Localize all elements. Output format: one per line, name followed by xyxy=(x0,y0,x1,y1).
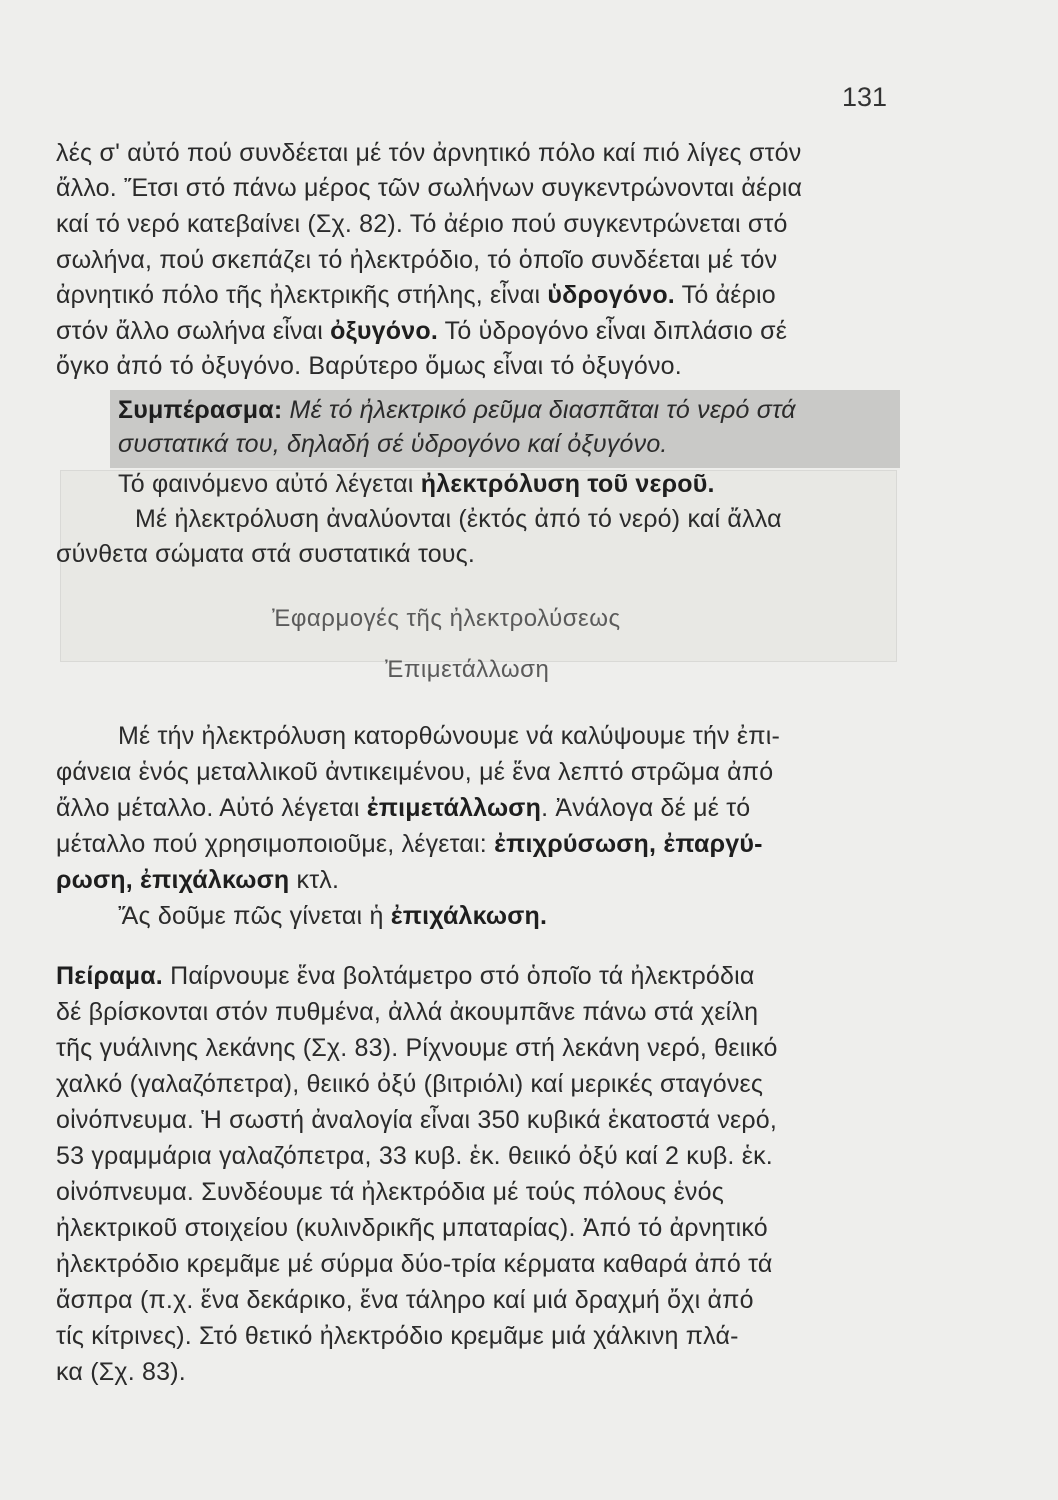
text-line: κα (Σχ. 83). xyxy=(56,1358,186,1386)
conclusion-text: Μέ τό ἠλεκτρικό ρεῦμα διασπᾶται τό νερό στά xyxy=(282,396,796,424)
text-span: κτλ. xyxy=(289,866,340,894)
text-span: ἄλλο μέταλλο. Αὐτό λέγεται xyxy=(56,794,367,822)
text-span: Παίρνουμε ἕνα βολτάμετρο στό ὁποῖο τά ἠλεκτρόδια xyxy=(162,962,755,990)
conclusion-line xyxy=(118,394,796,426)
text-line xyxy=(56,864,339,896)
term-copper-plating: ἐπιχάλκωση. xyxy=(390,902,548,930)
text-span: Τό ὑδρογόνο εἶναι διπλάσιο σέ xyxy=(437,317,788,345)
term-gilding: ἐπιχρύσωση, ἐπαργύ- xyxy=(494,830,763,858)
text-span: στόν ἄλλο σωλήνα εἶναι xyxy=(56,317,331,345)
text-line xyxy=(56,279,776,311)
experiment-label: Πείραμα. xyxy=(56,962,163,990)
text-span: . Ἀνάλογα δέ μέ τό xyxy=(541,794,751,822)
text-line: ἠλεκτρικοῦ στοιχείου (κυλινδρικῆς μπαταρίας). Ἀπό τό ἀρνητικό xyxy=(56,1214,768,1242)
text-line: σωλήνα, πού σκεπάζει τό ἠλεκτρόδιο, τό ὁποῖο συνδέεται μέ τόν xyxy=(56,246,778,274)
term-oxygen: ὀξυγόνο. xyxy=(330,317,438,345)
text-line: καί τό νερό κατεβαίνει (Σχ. 82). Τό ἀέριο πού συγκεντρώνεται στό xyxy=(56,210,788,238)
page-number: 131 xyxy=(842,82,888,112)
text-line: οἰνόπνευμα. Συνδέουμε τά ἠλεκτρόδια μέ τούς πόλους ἑνός xyxy=(56,1178,724,1206)
term-plating: ἐπιμετάλλωση xyxy=(366,794,542,822)
subsection-heading: Ἐπιμετάλλωση xyxy=(385,656,550,683)
term-hydrogen: ὑδρογόνο. xyxy=(547,281,675,309)
text-line: σύνθετα σώματα στά συστατικά τους. xyxy=(56,540,476,568)
text-line: δέ βρίσκονται στόν πυθμένα, ἀλλά ἀκουμπᾶνε πάνω στά χείλη xyxy=(56,998,759,1026)
text-line: τίς κίτρινες). Στό θετικό ἠλεκτρόδιο κρεμᾶμε μιά χάλκινη πλά- xyxy=(56,1322,739,1350)
text-span: ἀρνητικό πόλο τῆς ἠλεκτρικῆς στήλης, εἶναι xyxy=(56,281,548,309)
text-line: οἰνόπνευμα. Ἡ σωστή ἀναλογία εἶναι 350 κυβικά ἑκατοστά νερό, xyxy=(56,1106,778,1134)
text-span: μέταλλο πού χρησιμοποιοῦμε, λέγεται: xyxy=(56,830,495,858)
term-copper-plating: ρωση, ἐπιχάλκωση xyxy=(56,866,290,894)
text-line: Μέ ἠλεκτρόλυση ἀναλύονται (ἐκτός ἀπό τό νερό) καί ἄλλα xyxy=(135,505,782,533)
text-line: χαλκό (γαλαζόπετρα), θειικό ὀξύ (βιτριόλι) καί μερικές σταγόνες xyxy=(56,1070,764,1098)
text-line: φάνεια ἑνός μεταλλικοῦ ἀντικειμένου, μέ ἕνα λεπτό στρῶμα ἀπό xyxy=(56,758,774,786)
text-span: Τό φαινόμενο αὐτό λέγεται xyxy=(118,470,421,498)
text-line: ὄγκο ἀπό τό ὀξυγόνο. Βαρύτερο ὅμως εἶναι τό ὀξυγόνο. xyxy=(56,352,682,380)
text-line xyxy=(118,900,547,932)
text-line: Μέ τήν ἠλεκτρόλυση κατορθώνουμε νά καλύψουμε τήν ἐπι- xyxy=(118,722,780,750)
text-line xyxy=(118,468,715,500)
conclusion-label: Συμπέρασμα: xyxy=(118,396,283,424)
section-heading: Ἐφαρμογές τῆς ἠλεκτρολύσεως xyxy=(272,605,621,632)
text-span: Τό ἀέριο xyxy=(674,281,776,309)
text-line: ἄσπρα (π.χ. ἕνα δεκάρικο, ἕνα τάληρο καί μιά δραχμή ὄχι ἀπό xyxy=(56,1286,754,1314)
text-line: τῆς γυάλινης λεκάνης (Σχ. 83). Ρίχνουμε στή λεκάνη νερό, θειικό xyxy=(56,1034,778,1062)
term-electrolysis: ἠλεκτρόλυση τοῦ νεροῦ. xyxy=(420,470,715,498)
text-line: 53 γραμμάρια γαλαζόπετρα, 33 κυβ. ἑκ. θειικό ὀξύ καί 2 κυβ. ἑκ. xyxy=(56,1142,773,1170)
conclusion-line: συστατικά του, δηλαδή σέ ὑδρογόνο καί ὀξυγόνο. xyxy=(118,430,668,458)
text-line xyxy=(56,315,787,347)
text-line xyxy=(56,828,763,860)
text-span: Ἄς δοῦμε πῶς γίνεται ἡ xyxy=(118,902,391,930)
text-line: ἠλεκτρόδιο κρεμᾶμε μέ σύρμα δύο-τρία κέρματα καθαρά ἀπό τά xyxy=(56,1250,773,1278)
text-line xyxy=(56,792,750,824)
text-line: ἄλλο. Ἔτσι στό πάνω μέρος τῶν σωλήνων συγκεντρώνονται ἀέρια xyxy=(56,174,803,202)
text-line: λές σ' αὐτό πού συνδέεται μέ τόν ἀρνητικό πόλο καί πιό λίγες στόν xyxy=(56,139,802,167)
text-line xyxy=(56,960,755,992)
